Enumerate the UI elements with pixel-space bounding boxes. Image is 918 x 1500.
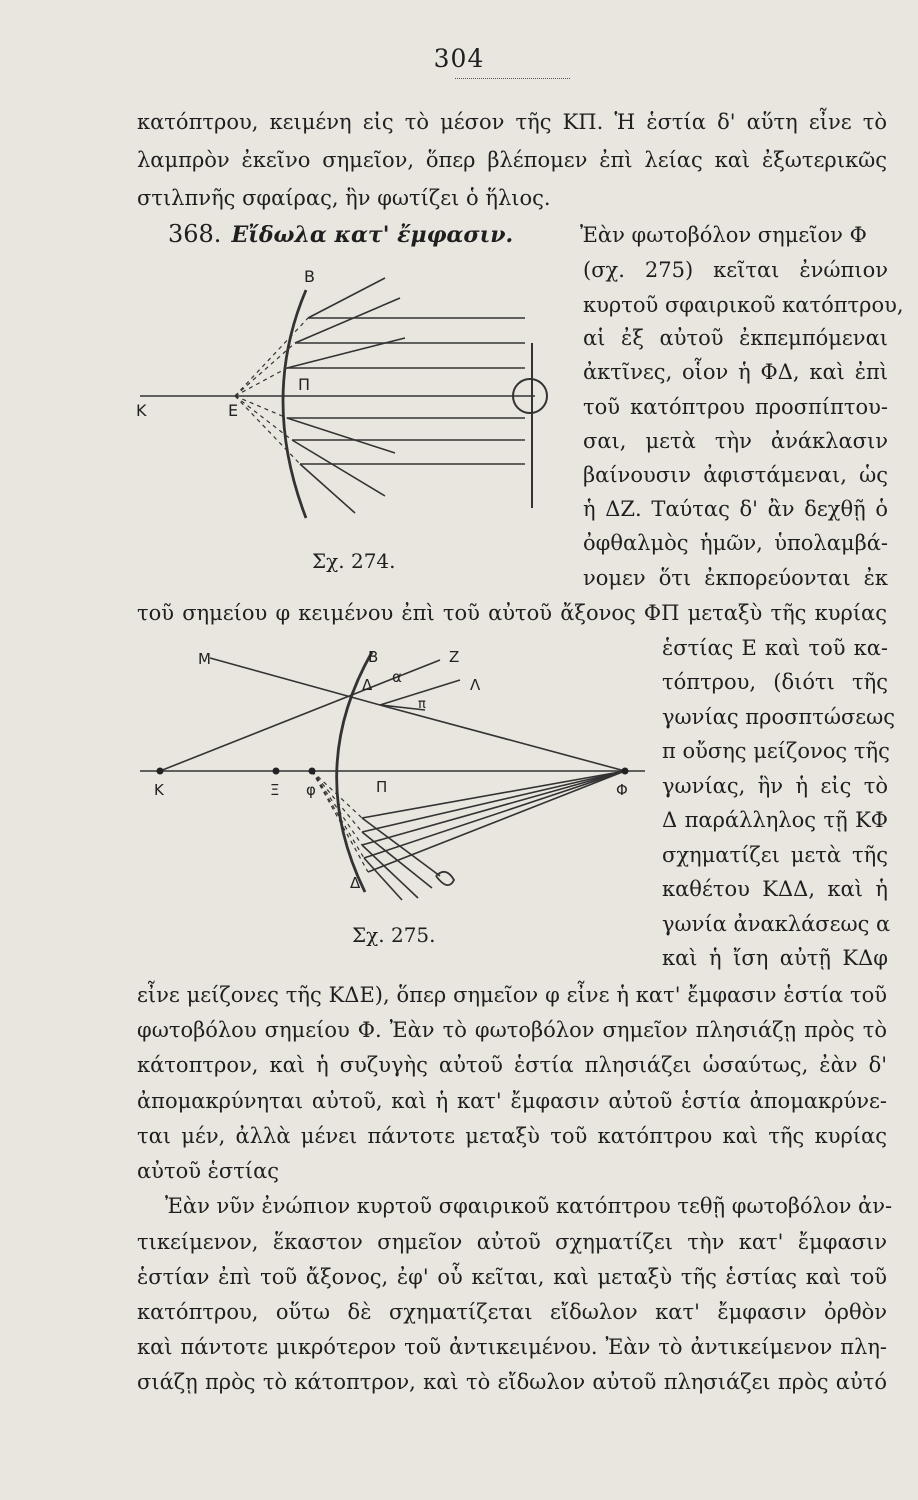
fig275-label-delta: Δ bbox=[362, 676, 373, 694]
page-number: 304 bbox=[433, 44, 485, 73]
text-line: καὶ πάντοτε μικρότερον τοῦ ἀντικειμένου. Ἐὰν τὸ ἀντικείμενον πλη- bbox=[137, 1335, 887, 1359]
section-number: 368. bbox=[168, 220, 222, 248]
text-line: στιλπνῆς σφαίρας, ἣν φωτίζει ὁ ἥλιος. bbox=[137, 186, 551, 210]
fig275-label-phi-small: φ bbox=[306, 781, 316, 799]
figure-274-caption: Σχ. 274. bbox=[312, 549, 396, 573]
text-line: ἀκτῖνες, οἷον ἡ ΦΔ, καὶ ἐπὶ bbox=[583, 360, 888, 384]
text-line: γωνίας, ἣν ἡ εἰς τὸ bbox=[662, 774, 888, 798]
text-line: Ἐὰν φωτοβόλον σημεῖον Φ bbox=[580, 223, 867, 247]
section-title: Εἴδωλα κατ' ἔμφασιν. bbox=[231, 222, 514, 248]
fig275-label-p: Π bbox=[376, 778, 388, 796]
text-line: ται μέν, ἀλλὰ μένει πάντοτε μεταξὺ τοῦ κατόπτρου καὶ τῆς κυρίας bbox=[137, 1124, 887, 1148]
text-line: γωνίας προσπτώσεως bbox=[662, 705, 896, 729]
text-line: φωτοβόλου σημείου Φ. Ἐὰν τὸ φωτοβόλον σημεῖον πλησιάζῃ πρὸς τὸ bbox=[137, 1018, 887, 1042]
text-line: σιάζῃ πρὸς τὸ κάτοπτρον, καὶ τὸ εἴδωλον αὐτοῦ πλησιάζει πρὸς αὐτό bbox=[137, 1370, 887, 1394]
text-line: (σχ. 275) κεῖται ἐνώπιον bbox=[583, 258, 888, 282]
text-line: Δ παράλληλος τῇ ΚΦ bbox=[662, 808, 888, 832]
fig275-label-z: Z bbox=[449, 648, 460, 666]
fig275-label-e: Ξ bbox=[270, 781, 280, 799]
fig274-label-k: K bbox=[136, 401, 147, 420]
text-line: σχηματίζει μετὰ τῆς bbox=[662, 843, 888, 867]
fig274-label-e: E bbox=[228, 401, 239, 420]
text-line: εἶνε μείζονες τῆς ΚΔΕ), ὅπερ σημεῖον φ εἶνε ἡ κατ' ἔμφασιν ἑστία τοῦ bbox=[137, 983, 887, 1007]
text-line: τικείμενον, ἕκαστον σημεῖον αὐτοῦ σχηματίζει τὴν κατ' ἔμφασιν bbox=[137, 1230, 887, 1254]
text-line: τόπτρου, (διότι τῆς bbox=[662, 670, 888, 694]
text-line: κατόπτρου, οὕτω δὲ σχηματίζεται εἴδωλον κατ' ἔμφασιν ὀρθὸν bbox=[137, 1300, 887, 1324]
text-line: καθέτου ΚΔΔ, καὶ ἡ bbox=[662, 877, 888, 901]
figure-275-caption: Σχ. 275. bbox=[352, 923, 436, 947]
fig275-label-phi: Φ bbox=[616, 781, 628, 799]
text-line: βαίνουσιν ἀφιστάμεναι, ὡς bbox=[583, 463, 888, 487]
text-line: κυρτοῦ σφαιρικοῦ κατόπτρου, bbox=[583, 293, 904, 317]
fig275-label-m: M bbox=[198, 650, 211, 668]
text-line: αἱ ἐξ αὐτοῦ ἐκπεμπόμεναι bbox=[583, 326, 888, 350]
figure-274-diagram bbox=[130, 268, 570, 528]
page-number-rule bbox=[455, 78, 570, 79]
section-heading bbox=[168, 219, 513, 250]
fig275-label-alpha: α bbox=[392, 668, 402, 686]
text-line: ἑστίας Ε καὶ τοῦ κα- bbox=[662, 636, 888, 660]
text-line: τοῦ σημείου φ κειμένου ἐπὶ τοῦ αὐτοῦ ἄξονος ΦΠ μεταξὺ τῆς κυρίας bbox=[137, 601, 887, 625]
text-line: λαμπρὸν ἐκεῖνο σημεῖον, ὅπερ βλέπομεν ἐπὶ λείας καὶ ἐξωτερικῶς bbox=[137, 148, 887, 172]
fig275-label-delta-lower: Δ bbox=[350, 874, 361, 892]
text-line: καὶ ἡ ἴση αὐτῇ ΚΔφ bbox=[662, 946, 888, 970]
fig274-label-b: B bbox=[304, 268, 315, 286]
fig274-label-p: Π bbox=[298, 375, 311, 394]
text-line: κάτοπτρον, καὶ ἡ συζυγὴς αὐτοῦ ἑστία πλησιάζει ὡσαύτως, ἐὰν δ' bbox=[137, 1053, 887, 1077]
text-line: Ἐὰν νῦν ἐνώπιον κυρτοῦ σφαιρικοῦ κατόπτρου τεθῇ φωτοβόλον ἀν- bbox=[165, 1194, 893, 1218]
fig275-label-k: K bbox=[154, 781, 164, 799]
text-line: ἀπομακρύνηται αὐτοῦ, καὶ ἡ κατ' ἔμφασιν αὐτοῦ ἑστία ἀπομακρύνε- bbox=[137, 1089, 887, 1113]
fig275-label-pi: π bbox=[418, 697, 426, 712]
text-line: π οὔσης μείζονος τῆς bbox=[662, 739, 890, 763]
fig275-label-lambda: Λ bbox=[470, 676, 481, 694]
text-line: τοῦ κατόπτρου προσπίπτου- bbox=[583, 395, 888, 419]
fig275-label-b: B bbox=[368, 648, 379, 666]
text-line: αὐτοῦ ἑστίας bbox=[137, 1159, 280, 1183]
figure-275-diagram bbox=[140, 640, 650, 905]
text-line: ἑστίαν ἐπὶ τοῦ ἄξονος, ἐφ' οὗ κεῖται, καὶ μεταξὺ τῆς ἑστίας καὶ τοῦ bbox=[137, 1265, 887, 1289]
text-line: σαι, μετὰ τὴν ἀνάκλασιν bbox=[583, 429, 888, 453]
text-line: ἡ ΔΖ. Ταύτας δ' ἂν δεχθῇ ὁ bbox=[583, 497, 888, 521]
text-line: κατόπτρου, κειμένη εἰς τὸ μέσον τῆς ΚΠ. Ἡ ἑστία δ' αὕτη εἶνε τὸ bbox=[137, 110, 887, 134]
text-line: ὀφθαλμὸς ἡμῶν, ὑπολαμβά- bbox=[583, 531, 888, 555]
text-line: γωνία ἀνακλάσεως α bbox=[662, 912, 891, 936]
text-line: νομεν ὅτι ἐκπορεύονται ἐκ bbox=[583, 566, 888, 590]
